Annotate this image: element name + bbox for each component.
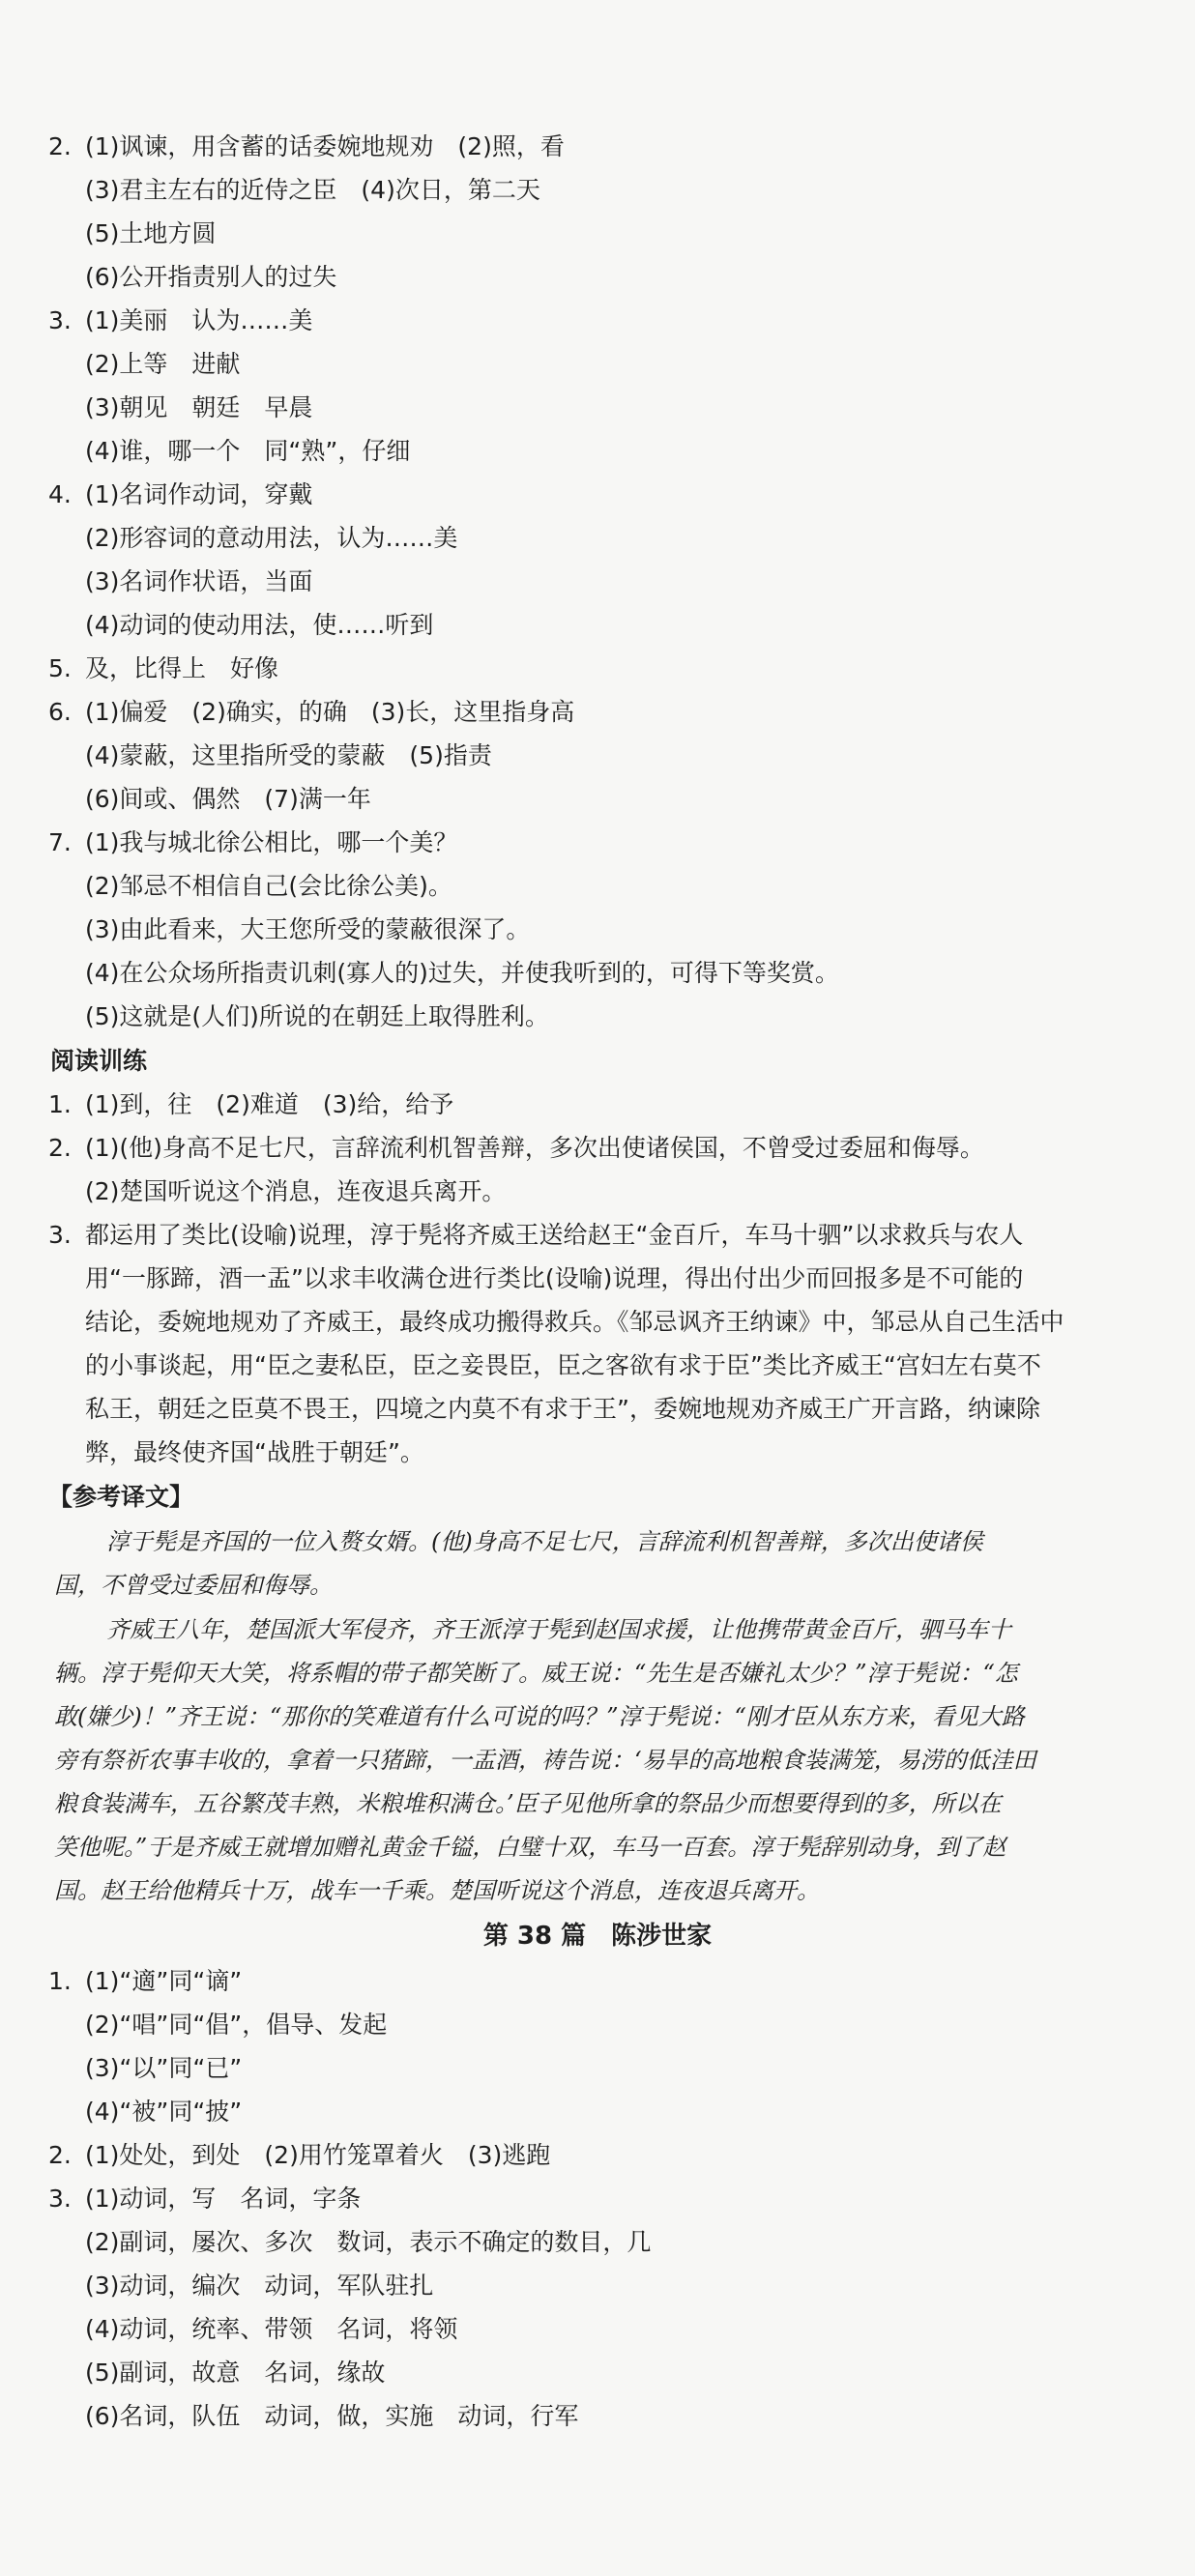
q3-line-1: (1)美丽 认为……美 — [85, 306, 313, 334]
translation-line-4: 辆。淳于髡仰天大笑，将系帽的带子都笑断了。威王说：“先生是否嫌礼太少？”淳于髡说：“怎 — [54, 1660, 1018, 1687]
c1-line-2: (2)“唱”同“倡”，倡导、发起 — [85, 2011, 388, 2039]
c3-line-2: (2)副词，屡次、多次 数词，表示不确定的数目，几 — [85, 2228, 652, 2256]
reading-heading: 阅读训练 — [50, 1047, 148, 1075]
translation-line-6: 旁有祭祈农事丰收的，拿着一只猪蹄，一盂酒，祷告说：‘易旱的高地粮食装满笼，易涝的低洼田 — [54, 1747, 1036, 1774]
r3-line-1: 都运用了类比(设喻)说理，淳于髡将齐威王送给赵王“金百斤，车马十驷”以求救兵与农人 — [85, 1221, 1024, 1249]
translation-line-3: 齐威王八年，楚国派大军侵齐，齐王派淳于髡到赵国求援，让他携带黄金百斤，驷马车十 — [106, 1616, 1011, 1643]
c3-line-1: (1)动词，写 名词，字条 — [85, 2185, 362, 2213]
translation-line-9: 国。赵王给他精兵十万，战车一千乘。楚国听说这个消息，连夜退兵离开。 — [54, 1877, 820, 1904]
q6-line-2: (4)蒙蔽，这里指所受的蒙蔽 (5)指责 — [85, 741, 492, 769]
c1-line-3: (3)“以”同“已” — [85, 2054, 243, 2082]
translation-heading: 【参考译文】 — [48, 1483, 194, 1511]
q2-line-2: (3)君主左右的近侍之臣 (4)次日，第二天 — [85, 176, 540, 204]
q5-line-1: 及，比得上 好像 — [85, 654, 279, 682]
c1-number: 1. — [48, 1967, 72, 1995]
r3-line-5: 私王，朝廷之臣莫不畏王，四境之内莫不有求于王”，委婉地规劝齐威王广开言路，纳谏除 — [85, 1395, 1040, 1423]
q3-number: 3. — [48, 306, 72, 334]
q7-line-4: (4)在公众场所指责讥刺(寡人的)过失，并使我听到的，可得下等奖赏。 — [85, 959, 839, 987]
translation-line-7: 粮食装满车，五谷繁茂丰熟，米粮堆积满仓。’臣子见他所拿的祭品少而想要得到的多，所以在 — [54, 1790, 1002, 1817]
q2-line-4: (6)公开指责别人的过失 — [85, 263, 337, 291]
r1-number: 1. — [48, 1090, 72, 1118]
q4-number: 4. — [48, 480, 72, 508]
r2-line-1: (1)(他)身高不足七尺，言辞流利机智善辩，多次出使诸侯国，不曾受过委屈和侮辱。 — [85, 1134, 984, 1162]
c3-line-4: (4)动词，统率、带领 名词，将领 — [85, 2315, 458, 2343]
q6-line-3: (6)间或、偶然 (7)满一年 — [85, 785, 371, 813]
r3-line-2: 用“一豚蹄，酒一盂”以求丰收满仓进行类比(设喻)说理，得出付出少而回报多是不可能的 — [85, 1264, 1024, 1292]
q2-line-1: (1)讽谏，用含蓄的话委婉地规劝 (2)照，看 — [85, 132, 565, 160]
q7-line-3: (3)由此看来，大王您所受的蒙蔽很深了。 — [85, 915, 531, 943]
c3-line-5: (5)副词，故意 名词，缘故 — [85, 2359, 386, 2387]
q3-line-3: (3)朝见 朝廷 早晨 — [85, 393, 313, 421]
q4-line-1: (1)名词作动词，穿戴 — [85, 480, 313, 508]
q2-number: 2. — [48, 132, 72, 160]
q6-number: 6. — [48, 698, 72, 726]
r3-line-3: 结论，委婉地规劝了齐威王，最终成功搬得救兵。《邹忌讽齐王纳谏》中，邹忌从自己生活中 — [85, 1308, 1064, 1336]
q7-number: 7. — [48, 828, 72, 856]
q3-line-2: (2)上等 进献 — [85, 350, 241, 378]
r3-line-6: 弊，最终使齐国“战胜于朝廷”。 — [85, 1438, 424, 1466]
c1-line-1: (1)“適”同“谪” — [85, 1967, 243, 1995]
r2-number: 2. — [48, 1134, 72, 1162]
translation-line-8: 笑他呢。”于是齐威王就增加赠礼黄金千镒，白璧十双，车马一百套。淳于髡辞别动身，到了赵 — [54, 1834, 1006, 1861]
c3-number: 3. — [48, 2185, 72, 2213]
r1-line-1: (1)到，往 (2)难道 (3)给，给予 — [85, 1090, 454, 1118]
q5-number: 5. — [48, 654, 72, 682]
chapter-title: 第 38 篇 陈涉世家 — [482, 1922, 713, 1951]
q2-line-3: (5)土地方圆 — [85, 219, 217, 247]
c1-line-4: (4)“被”同“披” — [85, 2098, 243, 2126]
translation-line-1: 淳于髡是齐国的一位入赘女婿。(他)身高不足七尺，言辞流利机智善辩，多次出使诸侯 — [106, 1528, 983, 1555]
q7-line-5: (5)这就是(人们)所说的在朝廷上取得胜利。 — [85, 1002, 549, 1030]
c2-line-1: (1)处处，到处 (2)用竹笼罩着火 (3)逃跑 — [85, 2141, 551, 2169]
r3-line-4: 的小事谈起，用“臣之妻私臣，臣之妾畏臣，臣之客欲有求于臣”类比齐威王“宫妇左右莫不 — [85, 1351, 1041, 1379]
translation-line-2: 国，不曾受过委屈和侮辱。 — [54, 1572, 333, 1599]
c3-line-6: (6)名词，队伍 动词，做，实施 动词，行军 — [85, 2402, 579, 2430]
q6-line-1: (1)偏爱 (2)确实，的确 (3)长，这里指身高 — [85, 698, 575, 726]
q4-line-2: (2)形容词的意动用法，认为……美 — [85, 524, 458, 552]
c3-line-3: (3)动词，编次 动词，军队驻扎 — [85, 2272, 434, 2300]
translation-line-5: 敢(嫌少)！”齐王说：“那你的笑难道有什么可说的吗？”淳于髡说：“刚才臣从东方来，看见大路 — [54, 1703, 1025, 1730]
q7-line-1: (1)我与城北徐公相比，哪一个美？ — [85, 828, 458, 856]
c2-number: 2. — [48, 2141, 72, 2169]
q3-line-4: (4)谁，哪一个 同“熟”，仔细 — [85, 437, 411, 465]
q4-line-3: (3)名词作状语，当面 — [85, 567, 313, 595]
r3-number: 3. — [48, 1221, 72, 1249]
q7-line-2: (2)邹忌不相信自己(会比徐公美)。 — [85, 872, 452, 900]
q4-line-4: (4)动词的使动用法，使……听到 — [85, 611, 434, 639]
r2-line-2: (2)楚国听说这个消息，连夜退兵离开。 — [85, 1177, 507, 1205]
